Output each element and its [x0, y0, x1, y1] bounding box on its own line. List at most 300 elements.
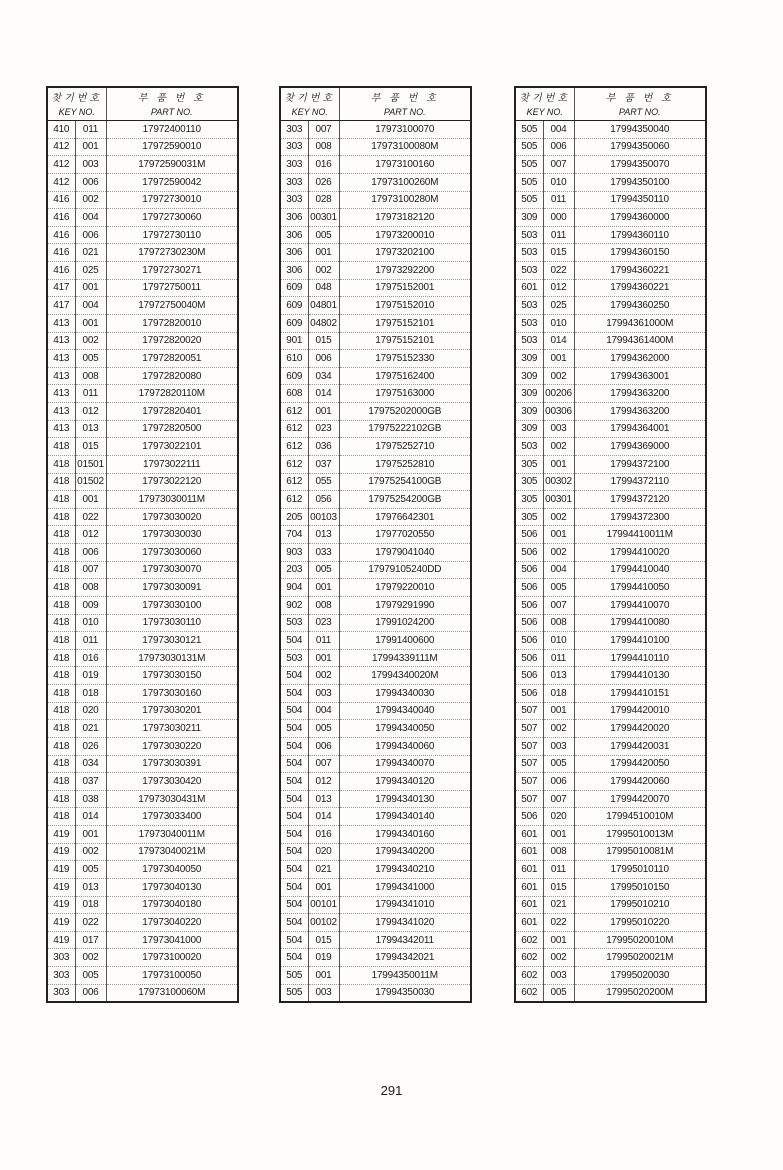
key-group-cell: 418	[47, 737, 75, 755]
key-sub-cell: 002	[308, 667, 339, 685]
table-row	[515, 878, 706, 896]
table-row	[515, 262, 706, 280]
part-number-cell: 17994340030	[339, 685, 471, 703]
part-number-cell: 17994410100	[574, 632, 706, 650]
key-sub-cell: 018	[75, 685, 106, 703]
table-row	[280, 138, 471, 156]
part-number-cell: 17995010081M	[574, 843, 706, 861]
key-sub-cell: 011	[543, 226, 574, 244]
key-group-cell: 416	[47, 244, 75, 262]
table-row	[515, 491, 706, 509]
key-group-cell: 418	[47, 438, 75, 456]
table-row	[515, 244, 706, 262]
key-group-cell: 504	[280, 949, 308, 967]
table-row	[47, 843, 238, 861]
key-sub-cell: 048	[308, 279, 339, 297]
table-row	[47, 967, 238, 985]
table-row	[47, 297, 238, 315]
part-number-cell: 17973030220	[106, 737, 238, 755]
table-row	[47, 420, 238, 438]
part-number-cell: 17994350030	[339, 984, 471, 1002]
part-number-cell: 17973100080M	[339, 138, 471, 156]
key-group-cell: 506	[515, 632, 543, 650]
key-group-cell: 413	[47, 403, 75, 421]
part-number-cell: 17973030011M	[106, 491, 238, 509]
key-group-cell: 612	[280, 438, 308, 456]
table-row	[47, 226, 238, 244]
key-group-cell: 418	[47, 455, 75, 473]
table-row	[47, 861, 238, 879]
part-number-cell: 17994350100	[574, 173, 706, 191]
key-sub-cell: 026	[75, 737, 106, 755]
key-sub-cell: 014	[308, 808, 339, 826]
table-row	[47, 984, 238, 1002]
table-row	[515, 667, 706, 685]
key-sub-cell: 013	[75, 878, 106, 896]
key-sub-cell: 005	[543, 984, 574, 1002]
table-row	[280, 262, 471, 280]
key-sub-cell: 028	[308, 191, 339, 209]
key-sub-cell: 002	[308, 262, 339, 280]
table-row	[280, 790, 471, 808]
key-group-cell: 507	[515, 755, 543, 773]
key-sub-cell: 012	[75, 526, 106, 544]
table-row	[47, 350, 238, 368]
part-number-cell: 17994372300	[574, 508, 706, 526]
part-number-cell: 17995010110	[574, 861, 706, 879]
table-row	[280, 156, 471, 174]
key-sub-cell: 010	[543, 632, 574, 650]
key-group-cell: 419	[47, 896, 75, 914]
key-group-cell: 503	[515, 438, 543, 456]
key-sub-cell: 022	[543, 262, 574, 280]
key-sub-cell: 056	[308, 491, 339, 509]
part-number-cell: 17994360221	[574, 262, 706, 280]
part-number-cell: 17995020021M	[574, 949, 706, 967]
key-group-cell: 609	[280, 314, 308, 332]
table-row	[515, 579, 706, 597]
part-number-cell: 17975152101	[339, 314, 471, 332]
table-row	[515, 649, 706, 667]
key-group-cell: 612	[280, 491, 308, 509]
key-group-cell: 412	[47, 138, 75, 156]
key-group-cell: 504	[280, 720, 308, 738]
key-sub-cell: 002	[543, 720, 574, 738]
part-number-cell: 17994340020M	[339, 667, 471, 685]
part-number-cell: 17973030211	[106, 720, 238, 738]
table-row	[280, 773, 471, 791]
key-group-cell: 506	[515, 614, 543, 632]
key-group-cell: 506	[515, 596, 543, 614]
key-group-cell: 901	[280, 332, 308, 350]
key-group-cell: 503	[515, 314, 543, 332]
key-group-cell: 504	[280, 667, 308, 685]
part-number-cell: 17972730230M	[106, 244, 238, 262]
table-row	[515, 561, 706, 579]
table-row	[47, 526, 238, 544]
table-row	[280, 367, 471, 385]
part-number-cell: 17975254200GB	[339, 491, 471, 509]
table-row	[47, 702, 238, 720]
part-number-cell: 17975152330	[339, 350, 471, 368]
key-group-cell: 504	[280, 773, 308, 791]
part-number-cell: 17994410011M	[574, 526, 706, 544]
key-group-cell: 418	[47, 685, 75, 703]
part-number-cell: 17972820110M	[106, 385, 238, 403]
part-number-cell: 17973030070	[106, 561, 238, 579]
key-group-cell: 505	[515, 173, 543, 191]
key-group-cell: 602	[515, 949, 543, 967]
part-number-cell: 17991400600	[339, 632, 471, 650]
table-row	[47, 667, 238, 685]
table-row	[47, 561, 238, 579]
key-sub-cell: 002	[75, 843, 106, 861]
table-row	[280, 526, 471, 544]
table-row	[280, 420, 471, 438]
key-group-cell: 505	[515, 191, 543, 209]
part-number-cell: 17994410130	[574, 667, 706, 685]
key-sub-cell: 010	[543, 173, 574, 191]
table-row	[280, 685, 471, 703]
part-number-cell: 17973030201	[106, 702, 238, 720]
part-number-cell: 17994341000	[339, 878, 471, 896]
key-sub-cell: 038	[75, 790, 106, 808]
part-no-header-ko: 부 품 번 호	[106, 87, 238, 104]
key-group-cell: 601	[515, 843, 543, 861]
table-row	[47, 473, 238, 491]
key-sub-cell: 002	[543, 544, 574, 562]
key-group-cell: 612	[280, 473, 308, 491]
key-sub-cell: 003	[543, 420, 574, 438]
key-group-cell: 504	[280, 632, 308, 650]
part-number-cell: 17994342011	[339, 931, 471, 949]
key-group-cell: 305	[515, 508, 543, 526]
key-group-cell: 306	[280, 244, 308, 262]
key-no-header-ko: 찾기번호	[280, 87, 339, 104]
key-group-cell: 305	[515, 473, 543, 491]
part-number-cell: 17994410070	[574, 596, 706, 614]
key-group-cell: 503	[280, 649, 308, 667]
table-row	[515, 332, 706, 350]
key-group-cell: 413	[47, 367, 75, 385]
part-number-cell: 17975152010	[339, 297, 471, 315]
part-number-cell: 17994350070	[574, 156, 706, 174]
part-number-cell: 17994340120	[339, 773, 471, 791]
key-sub-cell: 025	[543, 297, 574, 315]
table-row	[280, 931, 471, 949]
part-number-cell: 17979041040	[339, 544, 471, 562]
key-sub-cell: 006	[308, 737, 339, 755]
table-row	[47, 790, 238, 808]
key-sub-cell: 055	[308, 473, 339, 491]
key-group-cell: 309	[515, 385, 543, 403]
part-no-header: PART NO.	[106, 104, 238, 121]
part-number-cell: 17973041000	[106, 931, 238, 949]
key-sub-cell: 00101	[308, 896, 339, 914]
key-sub-cell: 01501	[75, 455, 106, 473]
key-sub-cell: 002	[75, 332, 106, 350]
key-sub-cell: 008	[308, 138, 339, 156]
table-row	[515, 544, 706, 562]
table-row	[280, 403, 471, 421]
part-number-cell: 17994360250	[574, 297, 706, 315]
key-sub-cell: 021	[75, 244, 106, 262]
part-number-cell: 17994420050	[574, 755, 706, 773]
key-group-cell: 303	[280, 138, 308, 156]
key-group-cell: 506	[515, 649, 543, 667]
key-sub-cell: 014	[543, 332, 574, 350]
key-group-cell: 505	[515, 156, 543, 174]
table-row	[515, 843, 706, 861]
table-row	[47, 279, 238, 297]
part-number-cell: 17995010150	[574, 878, 706, 896]
key-group-cell: 904	[280, 579, 308, 597]
key-group-cell: 303	[47, 967, 75, 985]
part-number-cell: 17973030110	[106, 614, 238, 632]
key-sub-cell: 003	[75, 156, 106, 174]
key-sub-cell: 001	[543, 931, 574, 949]
part-number-cell: 17994361000M	[574, 314, 706, 332]
key-sub-cell: 001	[543, 702, 574, 720]
key-group-cell: 413	[47, 350, 75, 368]
key-group-cell: 309	[515, 209, 543, 227]
part-number-cell: 17995010013M	[574, 826, 706, 844]
key-sub-cell: 020	[75, 702, 106, 720]
key-group-cell: 903	[280, 544, 308, 562]
key-group-cell: 306	[280, 209, 308, 227]
table-row	[515, 403, 706, 421]
key-group-cell: 505	[515, 138, 543, 156]
table-row	[47, 403, 238, 421]
key-group-cell: 504	[280, 896, 308, 914]
key-sub-cell: 002	[543, 367, 574, 385]
table-row	[515, 773, 706, 791]
key-sub-cell: 010	[75, 614, 106, 632]
part-number-cell: 17994372100	[574, 455, 706, 473]
table-row	[280, 191, 471, 209]
key-group-cell: 506	[515, 579, 543, 597]
part-number-cell: 17995020030	[574, 967, 706, 985]
part-number-cell: 17995010220	[574, 914, 706, 932]
part-number-cell: 17994340200	[339, 843, 471, 861]
key-sub-cell: 011	[75, 121, 106, 139]
part-number-cell: 17973030121	[106, 632, 238, 650]
part-number-cell: 17973100020	[106, 949, 238, 967]
key-sub-cell: 013	[308, 790, 339, 808]
key-sub-cell: 00306	[543, 403, 574, 421]
key-sub-cell: 00301	[543, 491, 574, 509]
table-row	[515, 350, 706, 368]
key-group-cell: 602	[515, 967, 543, 985]
key-sub-cell: 015	[308, 332, 339, 350]
part-number-cell: 17995010210	[574, 896, 706, 914]
table-row	[47, 931, 238, 949]
key-group-cell: 504	[280, 808, 308, 826]
key-sub-cell: 001	[308, 579, 339, 597]
key-sub-cell: 021	[75, 720, 106, 738]
table-row	[280, 896, 471, 914]
table-row	[47, 914, 238, 932]
part-number-cell: 17973100160	[339, 156, 471, 174]
key-group-cell: 418	[47, 808, 75, 826]
part-number-cell: 17975152101	[339, 332, 471, 350]
part-number-cell: 17973040050	[106, 861, 238, 879]
part-number-cell: 17972590042	[106, 173, 238, 191]
key-sub-cell: 003	[543, 737, 574, 755]
table-row	[280, 878, 471, 896]
table-row	[280, 438, 471, 456]
key-sub-cell: 012	[543, 279, 574, 297]
key-sub-cell: 034	[75, 755, 106, 773]
table-row	[280, 843, 471, 861]
key-group-cell: 416	[47, 262, 75, 280]
table-row	[280, 314, 471, 332]
key-sub-cell: 016	[75, 649, 106, 667]
key-group-cell: 413	[47, 385, 75, 403]
key-sub-cell: 00301	[308, 209, 339, 227]
key-sub-cell: 006	[75, 984, 106, 1002]
table-row	[280, 579, 471, 597]
part-number-cell: 17973030030	[106, 526, 238, 544]
key-sub-cell: 026	[308, 173, 339, 191]
key-sub-cell: 025	[75, 262, 106, 280]
key-sub-cell: 004	[543, 121, 574, 139]
part-number-cell: 17973022111	[106, 455, 238, 473]
key-group-cell: 417	[47, 279, 75, 297]
key-sub-cell: 008	[308, 596, 339, 614]
key-group-cell: 503	[515, 262, 543, 280]
key-sub-cell: 023	[308, 420, 339, 438]
part-number-cell: 17972730271	[106, 262, 238, 280]
key-sub-cell: 020	[308, 843, 339, 861]
key-sub-cell: 001	[543, 526, 574, 544]
key-sub-cell: 011	[75, 385, 106, 403]
table-row	[515, 173, 706, 191]
table-row	[47, 508, 238, 526]
part-number-cell: 17972750011	[106, 279, 238, 297]
table-row	[280, 967, 471, 985]
part-number-cell: 17973100060M	[106, 984, 238, 1002]
part-number-cell: 17972820401	[106, 403, 238, 421]
table-row	[47, 138, 238, 156]
key-sub-cell: 001	[75, 826, 106, 844]
key-sub-cell: 005	[75, 967, 106, 985]
part-number-cell: 17994410020	[574, 544, 706, 562]
table-row	[280, 702, 471, 720]
key-sub-cell: 002	[75, 949, 106, 967]
key-group-cell: 418	[47, 649, 75, 667]
part-number-cell: 17994420060	[574, 773, 706, 791]
parts-table-1	[46, 86, 239, 1003]
key-group-cell: 418	[47, 508, 75, 526]
key-group-cell: 504	[280, 790, 308, 808]
key-group-cell: 419	[47, 826, 75, 844]
part-number-cell: 17973030091	[106, 579, 238, 597]
key-group-cell: 419	[47, 861, 75, 879]
table-row	[47, 332, 238, 350]
key-group-cell: 303	[280, 191, 308, 209]
table-row	[515, 156, 706, 174]
table-row	[47, 367, 238, 385]
key-group-cell: 504	[280, 685, 308, 703]
key-sub-cell: 034	[308, 367, 339, 385]
key-group-cell: 601	[515, 878, 543, 896]
key-group-cell: 503	[280, 614, 308, 632]
key-sub-cell: 001	[75, 491, 106, 509]
key-sub-cell: 012	[75, 403, 106, 421]
key-sub-cell: 011	[543, 191, 574, 209]
key-sub-cell: 005	[75, 861, 106, 879]
key-group-cell: 418	[47, 632, 75, 650]
key-group-cell: 507	[515, 720, 543, 738]
key-group-cell: 305	[515, 455, 543, 473]
table-row	[515, 896, 706, 914]
key-sub-cell: 037	[308, 455, 339, 473]
part-number-cell: 17994341010	[339, 896, 471, 914]
key-group-cell: 309	[515, 367, 543, 385]
part-number-cell: 17994350110	[574, 191, 706, 209]
key-group-cell: 507	[515, 790, 543, 808]
key-sub-cell: 002	[75, 191, 106, 209]
table-row	[515, 755, 706, 773]
table-row	[47, 491, 238, 509]
table-row	[280, 350, 471, 368]
key-sub-cell: 005	[75, 350, 106, 368]
key-sub-cell: 013	[75, 420, 106, 438]
key-sub-cell: 000	[543, 209, 574, 227]
part-number-cell: 17975162400	[339, 367, 471, 385]
key-group-cell: 506	[515, 561, 543, 579]
key-sub-cell: 004	[308, 702, 339, 720]
key-sub-cell: 014	[75, 808, 106, 826]
table-row	[515, 279, 706, 297]
key-no-header: KEY NO.	[47, 104, 106, 121]
key-group-cell: 412	[47, 156, 75, 174]
part-number-cell: 17973030391	[106, 755, 238, 773]
key-group-cell: 612	[280, 420, 308, 438]
key-sub-cell: 011	[75, 632, 106, 650]
key-sub-cell: 003	[308, 685, 339, 703]
table-row	[47, 685, 238, 703]
part-number-cell: 17972730110	[106, 226, 238, 244]
table-row	[47, 173, 238, 191]
key-group-cell: 418	[47, 614, 75, 632]
key-sub-cell: 018	[75, 896, 106, 914]
part-number-cell: 17972820020	[106, 332, 238, 350]
key-group-cell: 602	[515, 984, 543, 1002]
table-row	[515, 702, 706, 720]
key-group-cell: 504	[280, 914, 308, 932]
key-group-cell: 410	[47, 121, 75, 139]
key-sub-cell: 019	[308, 949, 339, 967]
key-group-cell: 418	[47, 667, 75, 685]
table-row	[47, 826, 238, 844]
table-row	[47, 896, 238, 914]
part-number-cell: 17991024200	[339, 614, 471, 632]
key-sub-cell: 011	[308, 632, 339, 650]
part-number-cell: 17994340130	[339, 790, 471, 808]
table-row	[280, 455, 471, 473]
key-sub-cell: 006	[543, 773, 574, 791]
key-sub-cell: 001	[75, 279, 106, 297]
key-sub-cell: 003	[308, 984, 339, 1002]
table-row	[515, 737, 706, 755]
key-group-cell: 418	[47, 544, 75, 562]
key-group-cell: 503	[515, 332, 543, 350]
part-number-cell: 17994420070	[574, 790, 706, 808]
part-number-cell: 17994420020	[574, 720, 706, 738]
key-group-cell: 601	[515, 914, 543, 932]
